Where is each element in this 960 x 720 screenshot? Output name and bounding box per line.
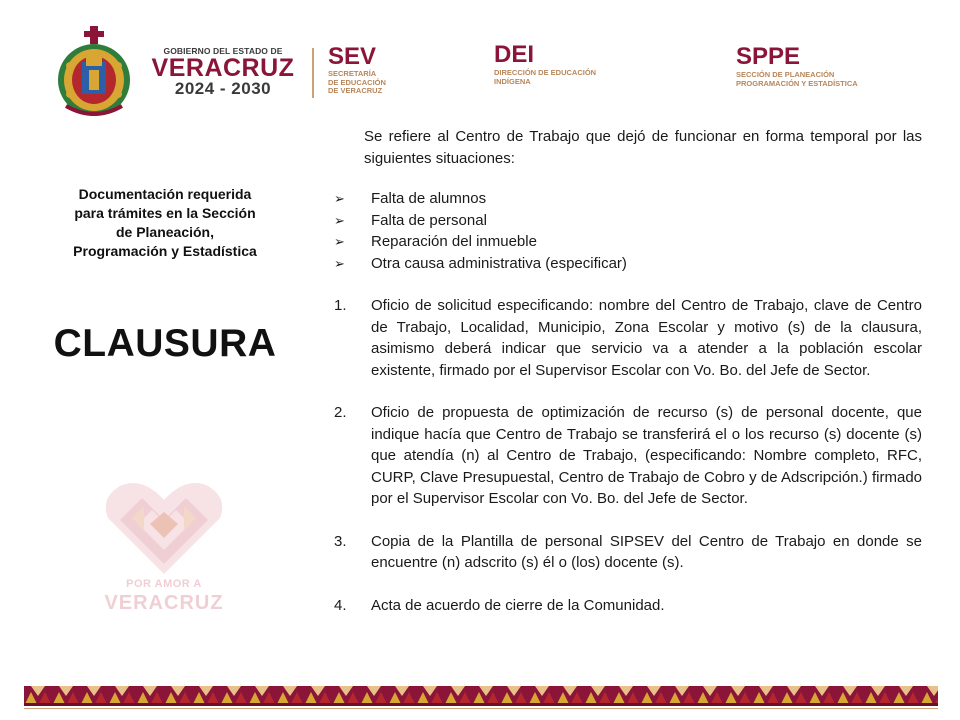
dei-line: INDÍGENA — [494, 77, 531, 86]
gobierno-small-text: GOBIERNO DEL ESTADO DE — [163, 46, 283, 56]
list-item — [334, 210, 922, 232]
footer-line — [24, 708, 938, 709]
list-item — [334, 253, 922, 275]
requirement-number: 2. — [334, 404, 347, 421]
requirement-text: Oficio de propuesta de optimización de recurso (s) de personal docente, que indique hacía que Centro de Trabajo se transferirá el o los recurso (s) docente (s) que atendía (n) al Centro de Trabajo, (especificando: Nombre completo, RFC, CURP, Clave Presupuestal, Centro de Trabajo de Cobro y de Adscripción.) firmado por el Supervisor Escolar con Vo. Bo. del Jefe de Sector. — [371, 404, 922, 507]
sppe-line: PROGRAMACIÓN Y ESTADÍSTICA — [736, 79, 858, 88]
requirement-number: 1. — [334, 297, 347, 314]
amor-line-2: VERACRUZ — [104, 592, 224, 614]
sppe-title: SPPE — [736, 43, 801, 70]
sev-line: SECRETARÍA — [328, 69, 377, 78]
list-item-text: Reparación del inmueble — [371, 233, 537, 250]
sppe-line: SECCIÓN DE PLANEACIÓN — [736, 70, 835, 79]
requirement-text: Copia de la Plantilla de personal SIPSEV del Centro de Trabajo en donde se encuentre (n) adscrito (s) él o (los) docente (s). — [371, 532, 922, 571]
dei-title: DEI — [494, 41, 535, 68]
veracruz-coat-of-arms-icon — [56, 26, 132, 118]
intro-paragraph: Se refiere al Centro de Trabajo que dejó de funcionar en forma temporal por las siguientes situaciones: — [364, 128, 922, 167]
sev-line: DE EDUCACIÓN — [328, 77, 386, 87]
documentation-heading-line: Programación y Estadística — [73, 243, 257, 259]
dei-logo — [494, 42, 644, 86]
sev-logo — [328, 44, 428, 96]
documentation-heading-line: de Planeación, — [115, 224, 215, 240]
documentation-heading — [40, 185, 290, 261]
sev-title: SEV — [328, 43, 377, 70]
documentation-heading-line: Documentación requerida — [78, 186, 252, 202]
arrow-bullet-icon: ➢ — [334, 234, 345, 249]
arrow-bullet-icon: ➢ — [334, 212, 345, 228]
header-divider — [312, 48, 314, 98]
situations-list — [334, 188, 922, 274]
sppe-logo — [736, 44, 916, 88]
list-item-text: Falta de alumnos — [371, 190, 487, 207]
list-item-text: Otra causa administrativa (especificar) — [371, 254, 627, 272]
requirement-text: Oficio de solicitud especificando: nombre del Centro de Trabajo, clave de Centro de Trabajo, Localidad, Municipio, Zona Escolar y motivo (s) de la clausura, asimismo deberá indicar que servicio va a atender a la población escolar existente, firmado por el Supervisor Escolar con Vo. Bo. del Jefe de Sector. — [371, 297, 922, 379]
requirements-list — [334, 295, 922, 616]
sev-line: DE VERACRUZ — [328, 86, 383, 95]
requirement-item — [334, 402, 922, 510]
por-amor-a-veracruz-watermark — [94, 478, 234, 623]
requirement-item — [334, 295, 922, 381]
arrow-bullet-icon: ➢ — [334, 255, 345, 271]
decorative-footer-band — [24, 686, 938, 706]
amor-line-1: POR AMOR A — [126, 578, 202, 590]
gobierno-years-text: 2024 - 2030 — [174, 79, 272, 98]
gobierno-big-text: VERACRUZ — [151, 54, 295, 82]
list-item — [334, 188, 922, 210]
requirement-item — [334, 595, 922, 617]
page-title: CLAUSURA — [53, 322, 277, 365]
documentation-heading-line: para trámites en la Sección — [74, 205, 256, 221]
requirement-text: Acta de acuerdo de cierre de la Comunidad. — [371, 596, 665, 614]
requirement-number: 4. — [334, 596, 347, 614]
list-item — [334, 231, 922, 253]
dei-line: DIRECCIÓN DE EDUCACIÓN — [494, 68, 597, 77]
page-header — [0, 0, 960, 125]
requirement-number: 3. — [334, 532, 347, 550]
list-item-text: Falta de personal — [371, 211, 487, 229]
arrow-bullet-icon: ➢ — [334, 191, 345, 206]
heart-pattern-icon — [102, 478, 226, 576]
requirement-item — [334, 531, 922, 574]
requirements-content — [334, 126, 922, 637]
gobierno-veracruz-logo — [148, 46, 298, 98]
